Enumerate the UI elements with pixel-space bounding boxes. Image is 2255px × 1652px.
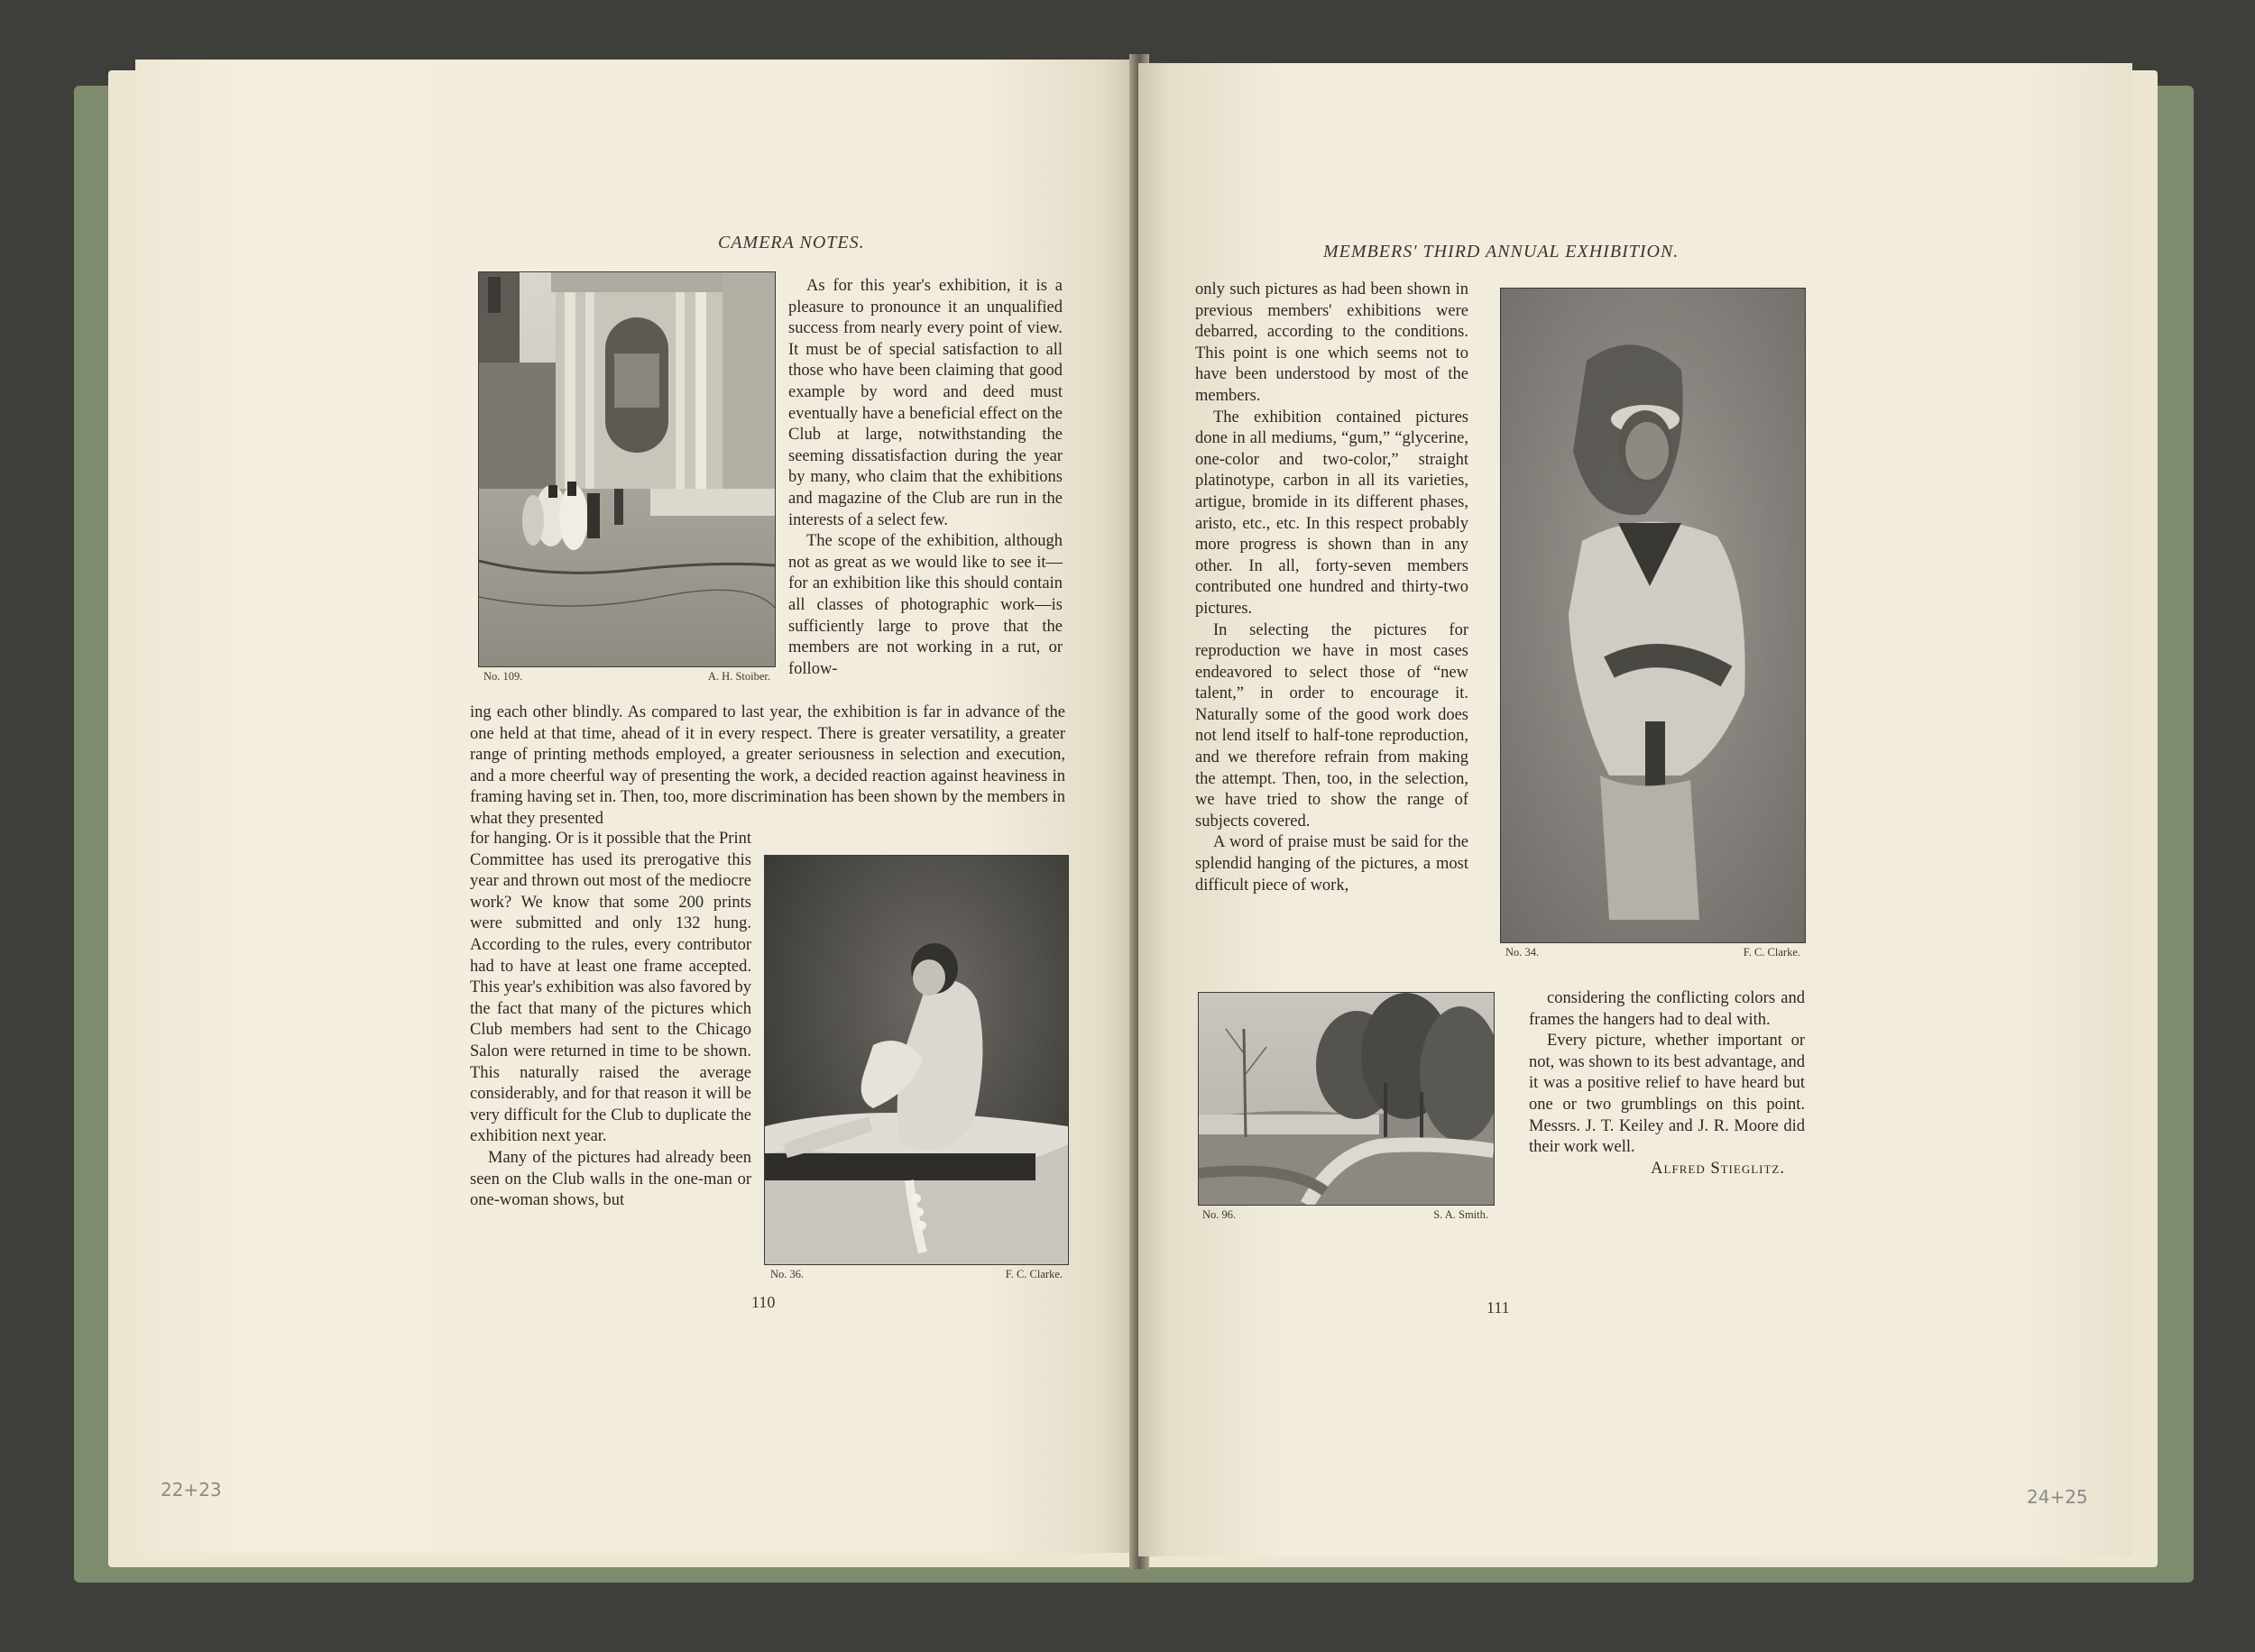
photo-landscape-number: No. 96. [1202,1208,1237,1221]
photo-arch-credit: A. H. Stoiber. [707,670,770,683]
paragraph: A word of praise must be said for the splendid hanging of the pictures, a most difficult piece of work, [1195,833,1468,895]
paragraph: only such pictures as had been shown in previous members' exhibitions were debarred, according to the conditions. This point is one which seems not to have been understood by most of the members. [1195,280,1468,405]
photo-arch-caption [483,670,770,684]
paragraph: The exhibition contained pictures done in all mediums, “gum,” “glycerine, one-color and two-color,” straight platinotype, carbon in all its varieties, artigue, bromide in its different phases, aristo, etc., etc. In this respect probably more progress is shown than in any other. In all, forty-seven members contributed one hundred and thirty-two pictures. [1195,408,1468,618]
photo-seated-credit: F. C. Clarke. [1005,1268,1063,1280]
left-text-column-top [788,276,1063,680]
paragraph: As for this year's exhibition, it is a pleasure to pronounce it an unqualified success from nearly every point of view. It must be of special satisfaction to all those who have been claiming that good example by word and deed must eventually have a beneficial effect on the Club at large, notwithstanding the seeming dissatisfaction during the year by many, who claim that the exhibitions and magazine of the Club are run in the interests of a select few. [788,277,1063,529]
photo-sailor-caption [1505,946,1800,959]
paragraph: Every picture, whether important or not, was shown to its best advantage, and it was a positive relief to have heard but one or two grumblings on this point. Messrs. J. T. Keiley and J. R. Moore did their work well. [1529,1032,1805,1157]
paragraph: considering the conflicting colors and frames the hangers had to deal with. [1529,989,1805,1029]
photo-seated-caption [770,1268,1063,1281]
pencil-note-right: 24+25 [2027,1486,2088,1508]
running-head-left: CAMERA NOTES. [718,233,865,252]
photo-sailor-portrait [1500,288,1806,943]
photo-landscape-credit: S. A. Smith. [1433,1208,1488,1221]
photo-seated-number: No. 36. [770,1268,805,1280]
left-text-column-lower [470,829,751,1212]
paragraph: The scope of the exhibition, although not as great as we would like to see it—for an exhibition like this should contain all classes of photographic work—is sufficiently large to prove that the members are not working in a rut, or follow- [788,532,1063,678]
photo-sailor-number: No. 34. [1505,946,1540,959]
running-head-right: MEMBERS' THIRD ANNUAL EXHIBITION. [1323,242,1680,262]
pencil-note-left: 22+23 [161,1479,222,1501]
page-number-left: 110 [751,1293,776,1311]
page-number-right: 111 [1486,1299,1510,1317]
photo-seated-figure [764,855,1069,1265]
photo-landscape-road [1198,992,1495,1206]
right-text-end [1529,988,1805,1179]
photo-arch-procession [478,271,776,667]
right-text-column [1195,280,1468,896]
right-page [1138,63,2132,1556]
paragraph: In selecting the pictures for reproduction we have in most cases endeavored to select those of “new talent,” in order to encourage it. Naturally some of the good work does not lend itself to half-tone reproduction, and we therefore refrain from making the attempt. Then, too, in the selection, we have tried to show the range of subjects covered. [1195,620,1468,831]
photo-arch-number: No. 109. [483,670,523,683]
paragraph: Many of the pictures had already been seen on the Club walls in the one-man or one-woman shows, but [470,1148,751,1210]
left-page [135,60,1133,1553]
paragraph: for hanging. Or is it possible that the Print Committee has used its prerogative this year and thrown out most of the mediocre work? We know that some 200 prints were submitted and only 132 hung. According to the rules, every contributor had to have at least one frame accepted. This year's exhibition was also favored by the fact that many of the pictures which Club members had sent to the Chicago Salon were returned in time to be shown. This naturally raised the average considerably, and for that reason it will be very difficult for the Club to duplicate the exhibition next year. [470,830,751,1146]
photo-landscape-caption [1202,1208,1488,1222]
left-text-full-width: ing each other blindly. As compared to last year, the exhibition is far in advance of the one held at that time, ahead of it in every respect. There is greater versatility, a greater range of printing methods employed, a greater seriousness in selection and execution, and a more cheerful way of presenting the work, a decided reaction against heaviness in framing having set in. Then, too, more discrimination has been shown by the members in what they presented [470,703,1065,828]
photo-sailor-credit: F. C. Clarke. [1743,946,1800,959]
author-signature: Alfred Stieglitz. [1651,1159,1785,1178]
